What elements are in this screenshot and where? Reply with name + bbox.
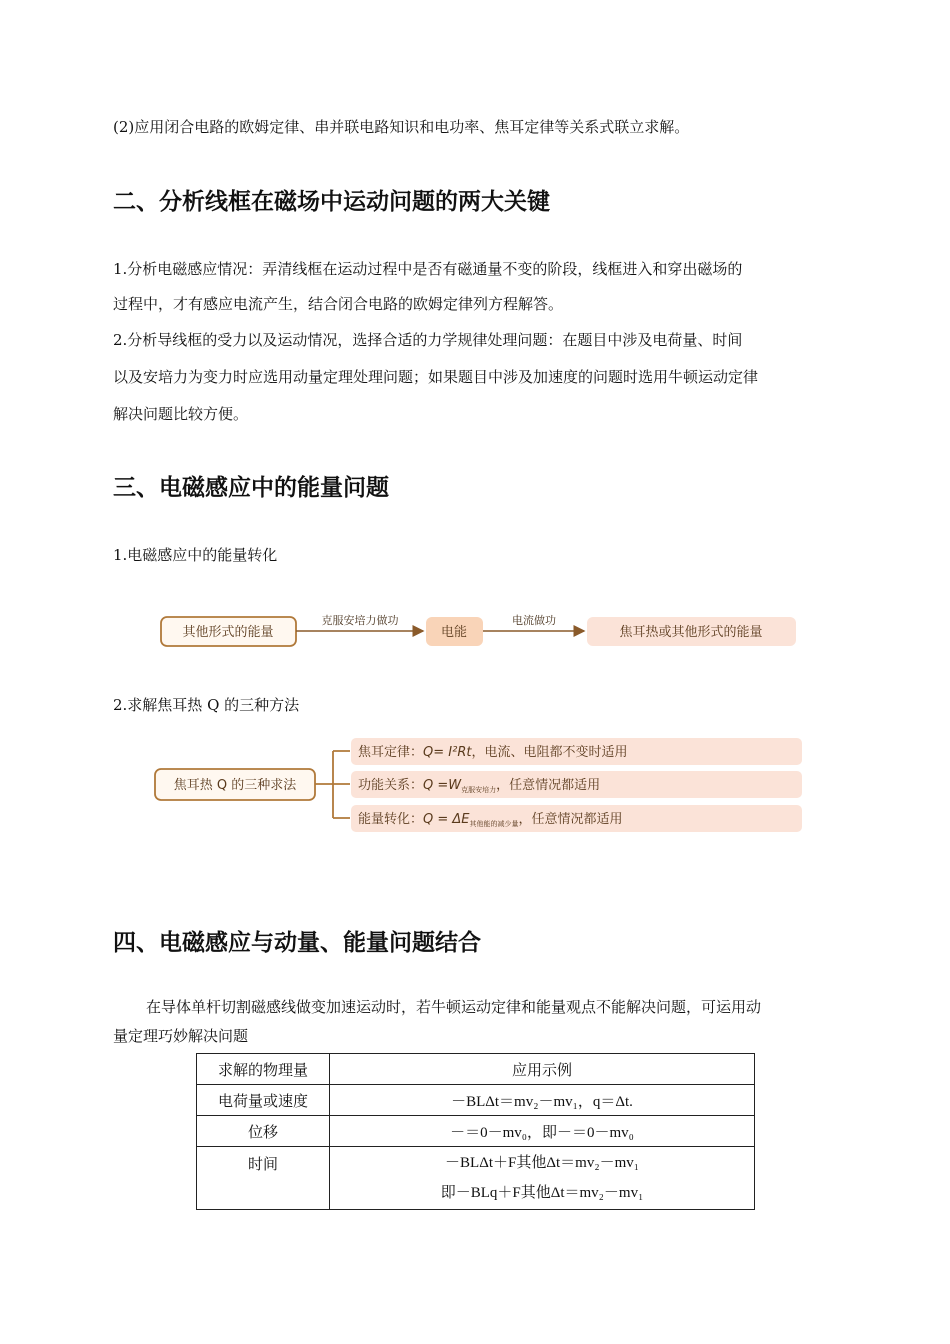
- table-cell-label: 电荷量或速度: [197, 1085, 330, 1116]
- section2-line-2: 过程中，才有感应电流产生，结合闭合电路的欧姆定律列方程解答。: [113, 295, 564, 313]
- table-row: [197, 1116, 755, 1147]
- flow-box1-label: 其他形式的能量: [182, 625, 274, 640]
- method-3: 能量转化：$Q = \Delta E_{其他能的减少量}$，任意情况都适用: [358, 812, 623, 828]
- table-header-cell: 求解的物理量: [197, 1054, 330, 1085]
- section2-line-1: 1.分析电磁感应情况：弄清线框在运动过程中是否有磁通量不变的阶段，线框进入和穿出磁场的: [113, 260, 743, 278]
- methods-root-label: 焦耳热 Q 的三种求法: [173, 778, 297, 793]
- section3-sub1: 1.电磁感应中的能量转化: [113, 546, 278, 564]
- table-header-row: [197, 1054, 755, 1085]
- flow-box2-label: 电能: [440, 625, 468, 640]
- section4-para-line1: 在导体单杆切割磁感线做变加速运动时，若牛顿运动定律和能量观点不能解决问题，可运用动: [146, 998, 762, 1016]
- section2-line-3: 2.分析导线框的受力以及运动情况，选择合适的力学规律处理问题：在题目中涉及电荷量、时间: [113, 331, 743, 349]
- section4-para-line2: 量定理巧妙解决问题: [113, 1027, 249, 1045]
- section3-heading: 三、电磁感应中的能量问题: [113, 475, 389, 501]
- application-table: [196, 1053, 755, 1210]
- flow-box3-label: 焦耳热或其他形式的能量: [619, 625, 763, 640]
- section2-line-4: 以及安培力为变力时应选用动量定理处理问题；如果题目中涉及加速度的问题时选用牛顿运动定律: [113, 368, 759, 386]
- section2-line-5: 解决问题比较方便。: [113, 405, 249, 423]
- table-cell-formula: －BLΔt＝mv₂－mv₁，q＝Δt.: [330, 1085, 755, 1116]
- methods-bracket: [315, 751, 350, 818]
- intro-line: (2)应用闭合电路的欧姆定律、串并联电路知识和电功率、焦耳定律等关系式联立求解。: [113, 118, 690, 136]
- section3-sub2: 2.求解焦耳热 Q 的三种方法: [113, 696, 300, 714]
- table-row: [197, 1147, 755, 1210]
- method-1: 焦耳定律：Q= I²Rt，电流、电阻都不变时适用: [358, 745, 628, 760]
- flow-arrow1-label: 克服安培力做功: [321, 614, 399, 627]
- table-header-cell: 应用示例: [330, 1054, 755, 1085]
- energy-flow-diagram: [150, 605, 810, 655]
- table-cell-formula: －＝0－mv₀，即－＝0－mv₀: [330, 1116, 755, 1147]
- method-2: 功能关系：$Q =W_{克服安培力}$，任意情况都适用: [358, 778, 601, 794]
- joule-heat-methods-diagram: [150, 732, 810, 840]
- table-cell-formula-pair: [330, 1147, 755, 1210]
- table-cell-label: 时间: [197, 1147, 330, 1210]
- table-cell-label: 位移: [197, 1116, 330, 1147]
- section2-heading: 二、分析线框在磁场中运动问题的两大关键: [113, 189, 550, 215]
- section4-heading: 四、电磁感应与动量、能量问题结合: [113, 930, 481, 956]
- table-row: [197, 1085, 755, 1116]
- table-cell-formula: －BLΔt＋F其他Δt＝mv₂－mv₁: [445, 1155, 639, 1171]
- flow-arrow2-label: 电流做功: [512, 614, 556, 627]
- table-cell-formula: 即－BLq＋F其他Δt＝mv₂－mv₁: [440, 1185, 644, 1201]
